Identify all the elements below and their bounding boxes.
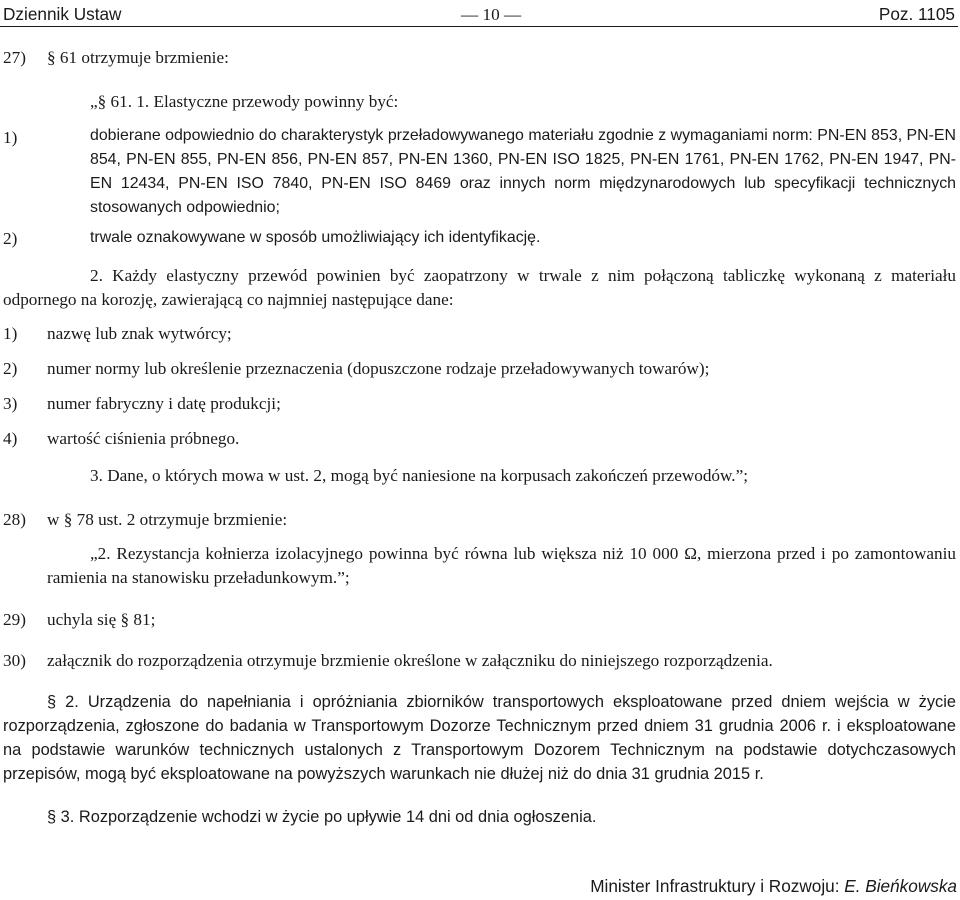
sec61-para1-item1-number: 1) <box>3 128 18 147</box>
sec61-para3-text: 3. Dane, o których mowa w ust. 2, mogą być naniesione na korpusach zakończeń przewodów.”; <box>90 466 749 485</box>
signature-title: Minister Infrastruktury i Rozwoju: <box>590 876 840 896</box>
sec61-para1-item2-text: trwale oznakowywane w sposób umożliwiający ich identyfikację. <box>90 229 541 246</box>
signature-name: E. Bieńkowska <box>844 876 957 896</box>
sec61-para2-item1-text: nazwę lub znak wytwórcy; <box>47 324 232 343</box>
sec61-para2-item3-text: numer fabryczny i datę produkcji; <box>47 394 281 413</box>
position-number: Poz. 1105 <box>878 4 955 24</box>
sec61-para1-item1-text: dobierane odpowiednio do charakterystyk przeładowywanego materiału zgodnie z wymaganiami norm: PN-EN 853, PN-EN 854, PN-EN 855, PN-EN 856, PN-EN 857, PN-EN 1360, PN-EN ISO 1825, PN-EN 1761, PN-EN 1762, PN-EN 1947, PN-EN 12434, PN-EN ISO 7840, PN-EN ISO 8469 oraz innych norm międzynarodowych lub specyfikacji technicznych stosowanych odpowiednio; <box>90 127 956 216</box>
sec61-para2-item2-text: numer normy lub określenie przeznaczenia (dopuszczone rodzaje przeładowywanych towarów); <box>47 359 710 378</box>
sec61-para1-item2-number: 2) <box>3 229 18 248</box>
item-29-text: uchyla się § 81; <box>47 610 156 629</box>
sec78-para2-text: „2. Rezystancja kołnierza izolacyjnego powinna być równa lub większa niż 10 000 Ω, mierzona przed i po zamontowaniu ramienia na stanowisku przeładunkowym.”; <box>47 544 956 587</box>
item-30-text: załącznik do rozporządzenia otrzymuje brzmienie określone w załączniku do niniejszego rozporządzenia. <box>47 651 773 670</box>
sec61-para2-item2-number: 2) <box>3 359 18 378</box>
page-number: — 10 — <box>461 5 522 24</box>
sec61-para2-text: 2. Każdy elastyczny przewód powinien być zaopatrzony w trwale z nim połączoną tabliczkę wykonaną z materiału odpornego na korozję, zawierającą co najmniej następujące dane: <box>3 266 956 309</box>
sec61-para2-item4-number: 4) <box>3 429 18 448</box>
item-29-number: 29) <box>3 610 26 629</box>
sec61-para2-item3-number: 3) <box>3 394 18 413</box>
sec61-para2-item4-text: wartość ciśnienia próbnego. <box>47 429 240 448</box>
item-27-number: 27) <box>3 48 26 67</box>
item-28-text: w § 78 ust. 2 otrzymuje brzmienie: <box>47 510 288 529</box>
section-3-text: § 3. Rozporządzenie wchodzi w życie po upływie 14 dni od dnia ogłoszenia. <box>47 808 597 826</box>
item-27-text: § 61 otrzymuje brzmienie: <box>47 48 229 67</box>
page-header <box>0 2 958 27</box>
sec61-para2-item1-number: 1) <box>3 324 18 343</box>
section-2-text: § 2. Urządzenia do napełniania i opróżniania zbiorników transportowych eksploatowane przed dniem wejścia w życie rozporządzenia, zgłoszone do badania w Transportowym Dozorze Technicznym przed dniem 31 grudnia 2006 r. i eksploatowane na podstawie warunków technicznych ustalonych z Transportowym Dozorem Technicznym na podstawie dotychczasowych przepisów, mogą być eksploatowane na powyższych warunkach nie dłużej niż do dnia 31 grudnia 2015 r. <box>3 693 956 783</box>
item-28-number: 28) <box>3 510 26 529</box>
signature <box>590 876 957 897</box>
journal-title: Dziennik Ustaw <box>3 4 122 24</box>
sec61-para1-intro: „§ 61. 1. Elastyczne przewody powinny być: <box>90 92 399 111</box>
item-30-number: 30) <box>3 651 26 670</box>
